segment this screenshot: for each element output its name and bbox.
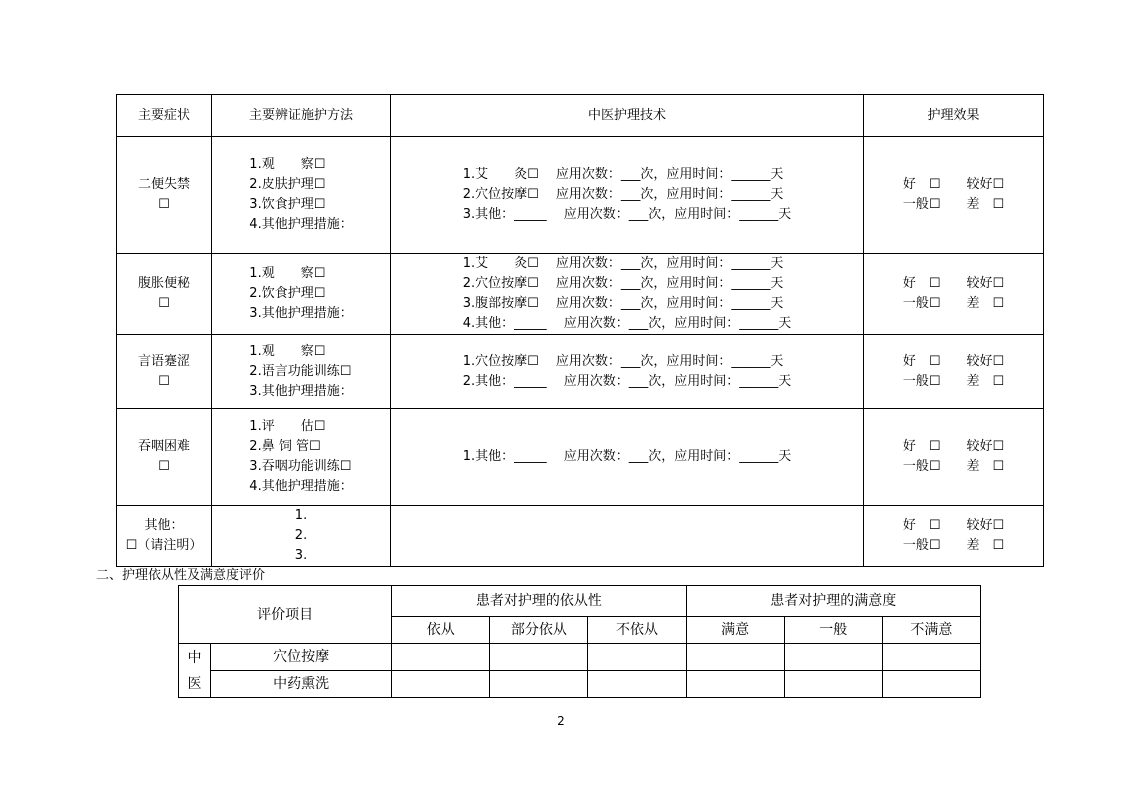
effect-options[interactable]: 好 ☐ 较好☐	[902, 439, 1005, 454]
header-not-comply: 不依从	[588, 617, 686, 644]
method-item[interactable]: 3.饮食护理☐	[249, 197, 326, 212]
rating-cell[interactable]	[686, 671, 784, 698]
table1-header-row	[117, 95, 1044, 137]
techniques-cell	[391, 409, 864, 506]
techniques-cell	[391, 335, 864, 409]
symptom-name: 二便失禁	[137, 177, 190, 192]
category-char: 中	[187, 649, 202, 666]
method-item[interactable]: 1.	[294, 508, 308, 523]
rating-cell[interactable]	[784, 644, 882, 671]
item-name: 中药熏洗	[211, 671, 392, 698]
page-number: 2	[557, 714, 565, 728]
header-nursing-effect: 护理效果	[864, 95, 1044, 137]
rating-cell[interactable]	[588, 644, 686, 671]
methods-cell	[212, 506, 391, 567]
rating-cell[interactable]	[686, 644, 784, 671]
table-row	[117, 409, 1044, 506]
technique-item[interactable]: 1.艾 灸☐ 应用次数：___次，应用时间：______天	[462, 167, 784, 182]
methods-cell	[212, 335, 391, 409]
symptom-checkbox[interactable]: ☐	[158, 373, 170, 389]
techniques-cell	[391, 137, 864, 254]
effect-options[interactable]: 一般☐ 差 ☐	[902, 197, 1005, 212]
method-item[interactable]: 3.吞咽功能训练☐	[249, 459, 352, 474]
symptom-checkbox[interactable]: ☐	[158, 197, 170, 212]
symptom-checkbox[interactable]: ☐	[158, 459, 170, 474]
effect-cell	[864, 506, 1044, 567]
methods-cell	[212, 409, 391, 506]
header-average: 一般	[784, 617, 882, 644]
symptom-name: 言语蹇涩	[137, 353, 190, 369]
rating-cell[interactable]	[490, 644, 588, 671]
rating-cell[interactable]	[784, 671, 882, 698]
method-item[interactable]: 3.	[294, 548, 308, 563]
symptom-cell	[117, 335, 212, 409]
header-comply: 依从	[392, 617, 490, 644]
section-2-title: 二、护理依从性及满意度评价	[96, 568, 266, 583]
header-partial-comply: 部分依从	[490, 617, 588, 644]
table-row	[117, 335, 1044, 409]
symptom-checkbox[interactable]: ☐（请注明）	[125, 538, 203, 553]
technique-item[interactable]: 3.腹部按摩☐ 应用次数：___次，应用时间：______天	[462, 296, 784, 311]
effect-options[interactable]: 好 ☐ 较好☐	[902, 177, 1005, 192]
effect-options[interactable]: 一般☐ 差 ☐	[902, 296, 1005, 311]
technique-item[interactable]: 2.穴位按摩☐ 应用次数：___次，应用时间：______天	[462, 187, 784, 202]
symptom-checkbox[interactable]: ☐	[158, 296, 170, 311]
rating-cell[interactable]	[490, 671, 588, 698]
header-evaluation-item: 评价项目	[179, 586, 392, 644]
header-tcm-technique: 中医护理技术	[391, 95, 864, 137]
table-row	[117, 506, 1044, 567]
effect-options[interactable]: 好 ☐ 较好☐	[902, 276, 1005, 291]
rating-cell[interactable]	[392, 671, 490, 698]
nursing-technique-table	[116, 94, 1044, 567]
header-satisfaction: 患者对护理的满意度	[686, 586, 980, 617]
symptom-cell	[117, 137, 212, 254]
technique-item[interactable]: 1.穴位按摩☐ 应用次数：___次，应用时间：______天	[462, 353, 784, 369]
symptom-name: 腹胀便秘	[137, 276, 190, 291]
method-item[interactable]: 2.鼻 饲 管☐	[249, 439, 321, 454]
rating-cell[interactable]	[882, 644, 980, 671]
rating-cell[interactable]	[588, 671, 686, 698]
effect-cell	[864, 409, 1044, 506]
table2-group-header-row	[179, 586, 981, 617]
rating-cell[interactable]	[392, 644, 490, 671]
technique-item[interactable]: 1.其他：_____ 应用次数：___次，应用时间：______天	[462, 449, 792, 464]
symptom-cell	[117, 506, 212, 567]
methods-cell	[212, 254, 391, 335]
header-compliance: 患者对护理的依从性	[392, 586, 686, 617]
technique-item[interactable]: 4.其他：_____ 应用次数：___次，应用时间：______天	[462, 316, 792, 331]
method-item: 4.其他护理措施：	[249, 479, 353, 494]
method-item[interactable]: 1.评 估☐	[249, 419, 326, 434]
method-item[interactable]: 2.语言功能训练☐	[249, 363, 352, 379]
table-row	[117, 254, 1044, 335]
technique-item[interactable]: 3.其他：_____ 应用次数：___次，应用时间：______天	[462, 207, 792, 222]
method-item[interactable]: 2.饮食护理☐	[249, 286, 326, 301]
category-tcm	[179, 644, 211, 698]
techniques-cell	[391, 254, 864, 335]
method-item: 3.其他护理措施：	[249, 383, 353, 399]
compliance-satisfaction-table	[178, 585, 981, 698]
techniques-cell[interactable]	[391, 506, 864, 567]
method-item[interactable]: 1.观 察☐	[249, 157, 326, 172]
header-main-symptom: 主要症状	[117, 95, 212, 137]
method-item: 4.其他护理措施：	[249, 217, 353, 232]
table-row	[179, 671, 981, 698]
header-satisfied: 满意	[686, 617, 784, 644]
technique-item[interactable]: 1.艾 灸☐ 应用次数：___次，应用时间：______天	[462, 256, 784, 271]
item-name: 穴位按摩	[211, 644, 392, 671]
method-item[interactable]: 2.	[294, 528, 308, 543]
effect-cell	[864, 137, 1044, 254]
effect-options[interactable]: 好 ☐ 较好☐	[902, 353, 1005, 369]
rating-cell[interactable]	[882, 671, 980, 698]
category-char: 医	[187, 675, 202, 692]
method-item[interactable]: 1.观 察☐	[249, 266, 326, 281]
effect-options[interactable]: 好 ☐ 较好☐	[902, 518, 1005, 533]
symptom-name: 吞咽困难	[137, 439, 190, 454]
method-item[interactable]: 2.皮肤护理☐	[249, 177, 326, 192]
effect-options[interactable]: 一般☐ 差 ☐	[902, 538, 1005, 553]
method-item[interactable]: 1.观 察☐	[249, 343, 326, 359]
effect-cell	[864, 254, 1044, 335]
symptom-cell	[117, 254, 212, 335]
header-not-satisfied: 不满意	[882, 617, 980, 644]
technique-item[interactable]: 2.其他：_____ 应用次数：___次，应用时间：______天	[462, 373, 792, 389]
methods-cell	[212, 137, 391, 254]
symptom-cell	[117, 409, 212, 506]
effect-options[interactable]: 一般☐ 差 ☐	[902, 459, 1005, 474]
table-row	[179, 644, 981, 671]
method-item: 3.其他护理措施：	[249, 306, 353, 321]
effect-cell	[864, 335, 1044, 409]
symptom-name: 其他：	[144, 518, 184, 533]
effect-options[interactable]: 一般☐ 差 ☐	[902, 373, 1005, 389]
technique-item[interactable]: 2.穴位按摩☐ 应用次数：___次，应用时间：______天	[462, 276, 784, 291]
table-row	[117, 137, 1044, 254]
header-nursing-method: 主要辨证施护方法	[212, 95, 391, 137]
